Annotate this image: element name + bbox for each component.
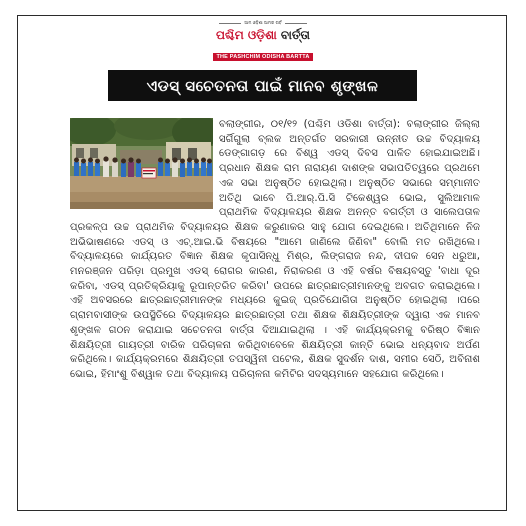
article-paragraph: ବଲାଙ୍ଗୀର, ୦୧/୧୨ (ପଶ୍ଚିମ ଓଡିଶା ବାର୍ତ୍ତା): ବଲାଙ୍ଗୀର ଜିଲ୍ଲା ସର୍ଗିଗୁଲା ବ୍ଲକ ଅନ୍ତର୍ଗତ ସରକାରୀ ଉନ୍ନୀତ ଉଚ୍ଚ ବିଦ୍ୟାଳୟ ଡେଙ୍ଗାଗଡ଼ ରେ ବିଶ୍ୱ ଏଡସ୍ ଦିବସ ପାଳିତ ହୋଇଯାଇଅଛି। ପ୍ରଧାନ ଶିକ୍ଷକ ରାମ ନାରାୟଣ ଦାଶଙ୍କ ସଭାପତିତ୍ୱରେ ପ୍ରଥମେ ଏକ ସଭା ଅନୁଷ୍ଠିତ ହୋଇଥିଲା। ଅନୁଷ୍ଠିତ ସଭାରେ ସମ୍ମାନୀତ ଅତିଥି ଭାବେ ପି.ଆର୍.ପି.ସି ଟିକେଶ୍ୱର ଭୋଇ, ସୁଲିଆମାଳ ପ୍ରାଥମିକ ବିଦ୍ୟାଳୟର ଶିକ୍ଷକ ଅନନ୍ତ ବଗର୍ତ୍ତୀ ଓ ସାଲେପତାଳ ପ୍ରକଳ୍ପ ଉଚ୍ଚ ପ୍ରାଥମିକ ବିଦ୍ୟାଳୟର ଶିକ୍ଷକ କରୁଣାକର ସାହୁ ଯୋଗ ଦେଇଥିଲେ। ଅତିଥିମାନେ ନିଜ ଅଭିଭାଷଣରେ ଏଡସ୍ ଓ ଏଚ୍.ଆଇ.ଭି ବିଷୟରେ "ଆମେ ଜାଣିଲେ ଜିଣିବା" ବୋଲି ମତ ରଖିଥିଲେ। ବିଦ୍ୟାଳୟରେ କାର୍ଯ୍ୟରତ ବିଜ୍ଞାନ ଶିକ୍ଷକ କୃପାସିନ୍ଧୁ ମିଶ୍ର, ଲିଙ୍ଗରାଜ ନନ୍ଦ, ଦୀପକ ସେନ ଧରୁଆ, ମନରଞ୍ଜନ ପରିଡ଼ା ପ୍ରମୁଖ ଏଡସ୍ ରୋଗର କାରଣ, ନିରାକରଣ ଓ ଏହି ବର୍ଷର ବିଷୟବସ୍ତୁ 'ବାଧା ଦୂର କରିବା, ଏଡସ୍ ପ୍ରତିକ୍ରିୟାକୁ ରୂପାନ୍ତରିତ କରିବା' ଉପରେ ଛାତ୍ରଛାତ୍ରୀମାନଙ୍କୁ ଅବଗତ କରାଇଥିଲେ। ଏହି ଅବସରରେ ଛାତ୍ରଛାତ୍ରୀମାନଙ୍କ ମଧ୍ୟରେ କୁଇଜ୍ ପ୍ରତିଯୋଗିତା ଅନୁଷ୍ଠିତ ହୋଇଥିଲା ।ପରେ ଗ୍ରାମବାସୀଙ୍କ ଉପସ୍ଥିତିରେ ବିଦ୍ୟାଳୟର ଛାତ୍ରଛାତ୍ରୀ ତଥା ଶିକ୍ଷକ ଶିକ୍ଷୟିତ୍ରୀଙ୍କ ଦ୍ୱାରା ଏକ ମାନବ ଶୃଙ୍ଖଳ ଗଠନ କରାଯାଇ ସଚେତନତା ବାର୍ତ୍ତା ଦିଆଯାଇଥିଲା । ଏହି କାର୍ଯ୍ୟକ୍ରମକୁ ବରିଷ୍ଠ ବିଜ୍ଞାନ ଶିକ୍ଷୟିତ୍ରୀ ଗାୟତ୍ରୀ ବାରିକ ପରିଚାଳନା କରିଥିବାବେଳେ ଶିକ୍ଷୟିତ୍ରୀ କାନ୍ତି ଭୋଇ ଧନ୍ୟବାଦ ଅର୍ପଣ କରିଥିଲେ। କାର୍ଯ୍ୟକ୍ରମରେ ଶିକ୍ଷୟିତ୍ରୀ ତପସ୍ୱିନୀ ପଟେଲ, ଶିକ୍ଷକ ସୁଦର୍ଶନ ଦାଶ, ସମୀର ସେଠି, ଅବିନାଶ ଭୋଇ, ହିମାଂଶୁ ବିଶ୍ୱାଳ ତଥା ବିଦ୍ୟାଳୟ ପରିଚାଳନା କମିଟିର ସଦସ୍ୟମାନେ ସହଯୋଗ କରିଥିଲେ। [70, 119, 480, 380]
headline-banner [108, 70, 417, 101]
article-body [70, 118, 480, 506]
tagline-rule-left [219, 23, 241, 24]
logo-part-3: ବାର୍ତ୍ତା [280, 28, 310, 42]
newspaper-logo [190, 27, 336, 43]
tagline-text: ଆମ ଓଡ଼ିଶା ଆମର ଗର୍ବ [244, 20, 282, 25]
logo-english-name: THE PASHCHIM ODISHA BARTTA [213, 53, 312, 61]
logo-part-1: ପଶ୍ଚିମ [216, 28, 244, 42]
headline-text: ଏଡସ୍ ସଚେତନତା ପାଇଁ ମାନବ ଶୃଙ୍ଖଳ [146, 76, 379, 95]
photo-wrap-spacer [70, 118, 219, 216]
masthead-tagline [190, 20, 336, 26]
tagline-rule-right [285, 23, 307, 24]
logo-part-2: ଓଡ଼ିଶା [247, 28, 277, 42]
newspaper-masthead [190, 20, 336, 64]
